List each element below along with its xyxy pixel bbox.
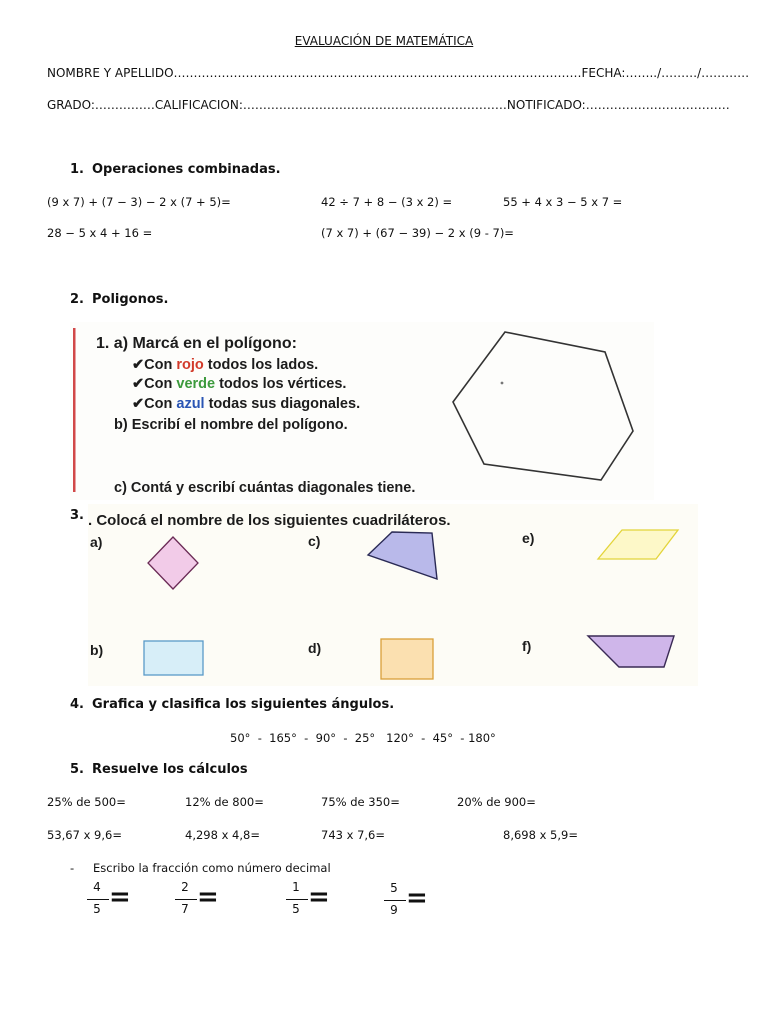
section-2-heading [70,292,168,307]
label-b: b) [90,642,104,658]
fraction-item [284,880,330,926]
word-verde: verde [176,376,216,392]
page-title: EVALUACIÓN DE MATEMÁTICA [294,34,474,48]
fraction-item [382,881,428,927]
exercise-2: 42 ÷ 7 + 8 − (3 x 2) = [321,195,453,209]
equals-sign: = [197,882,219,912]
angles-list: 50° - 165° - 90° - 25° 120° - 45° - 180° [230,731,496,745]
section-4-heading [70,697,394,712]
instruction-blue [132,396,360,412]
fraction-bar [384,900,406,901]
section-4-number: 4. [70,697,84,712]
polygon-exercise-image [70,322,654,500]
rectangle-shape [144,641,203,675]
label-f: f) [522,638,532,654]
word-azul: azul [176,396,205,412]
percent-1: 25% de 500= [47,795,126,809]
section-1-number: 1. [70,162,84,177]
fraction-bar [87,899,109,900]
section-5-number: 5. [70,762,84,777]
equals-sign: = [109,882,131,912]
label-e: e) [522,530,535,546]
section-4-title: Grafica y clasifica los siguientes ángulos. [92,697,395,712]
percent-4: 20% de 900= [457,795,536,809]
word-rojo: rojo [176,357,204,373]
square-shape [381,639,433,679]
fraction-item [173,880,219,926]
numerator: 4 [93,880,101,894]
margin-line [73,328,76,492]
section-5-heading [70,762,248,777]
fraction-item [85,880,131,926]
section-2-number: 2. [70,292,84,307]
label-c: c) [308,533,321,549]
instruction-green [132,376,346,392]
quadrilaterals-title: . Colocá el nombre de los siguientes cuadriláteros. [88,512,451,529]
instruction-green-pre: Con [144,376,177,392]
quadrilaterals-image [88,504,698,686]
instruction-blue-post: todas sus diagonales. [204,396,361,412]
percent-2: 12% de 800= [185,795,264,809]
section-3-number: 3. [70,508,84,523]
numerator: 5 [390,881,398,895]
numerator: 1 [292,880,300,894]
label-d: d) [308,640,322,656]
equals-sign: = [308,882,330,912]
instruction-green-post: todos los vértices. [215,376,347,392]
numerator: 2 [181,880,189,894]
exercise-1: (9 x 7) + (7 − 3) − 2 x (7 + 5)= [47,195,231,209]
fraction-intro-dash: - [70,861,75,875]
name-date-line: NOMBRE Y APELLIDO…………………………………………………………………………………………FECHA:……../………/………… [47,66,750,80]
label-a: a) [90,534,103,550]
section-2-title: Poligonos. [92,292,169,307]
fraction-bar [175,899,197,900]
dot-mark [501,382,504,385]
section-1-title: Operaciones combinadas. [92,162,281,177]
fraction-intro: Escribo la fracción como número decimal [93,861,331,875]
denominator: 9 [390,903,398,917]
instruction-red-post: todos los lados. [203,357,319,373]
exercise-4: 28 − 5 x 4 + 16 = [47,226,153,240]
section-5-title: Resuelve los cálculos [92,762,248,777]
grade-line: GRADO:……………CALIFICACION:…………………………………………………………NOTIFICADO:……………………………… [47,98,730,112]
multiply-1: 53,67 x 9,6= [47,828,122,842]
check-icon: ✔ [132,376,145,392]
instruction-red [132,357,318,373]
polygon-instruction-a: 1. a) Marcá en el polígono: [96,335,297,352]
instruction-blue-pre: Con [144,396,177,412]
denominator: 5 [292,902,300,916]
section-1-heading [70,162,281,177]
multiply-3: 743 x 7,6= [321,828,385,842]
denominator: 5 [93,902,101,916]
instruction-red-pre: Con [144,357,177,373]
check-icon: ✔ [132,396,145,412]
fraction-bar [286,899,308,900]
polygon-instruction-b: b) Escribí el nombre del polígono. [114,417,348,433]
polygon-instruction-c: c) Contá y escribí cuántas diagonales tiene. [114,480,416,496]
multiply-2: 4,298 x 4,8= [185,828,260,842]
multiply-4: 8,698 x 5,9= [503,828,578,842]
equals-sign: = [406,883,428,913]
exercise-5: (7 x 7) + (67 − 39) − 2 x (9 - 7)= [321,226,514,240]
percent-3: 75% de 350= [321,795,400,809]
exercise-3: 55 + 4 x 3 − 5 x 7 = [503,195,623,209]
denominator: 7 [181,902,189,916]
check-icon: ✔ [132,357,145,373]
